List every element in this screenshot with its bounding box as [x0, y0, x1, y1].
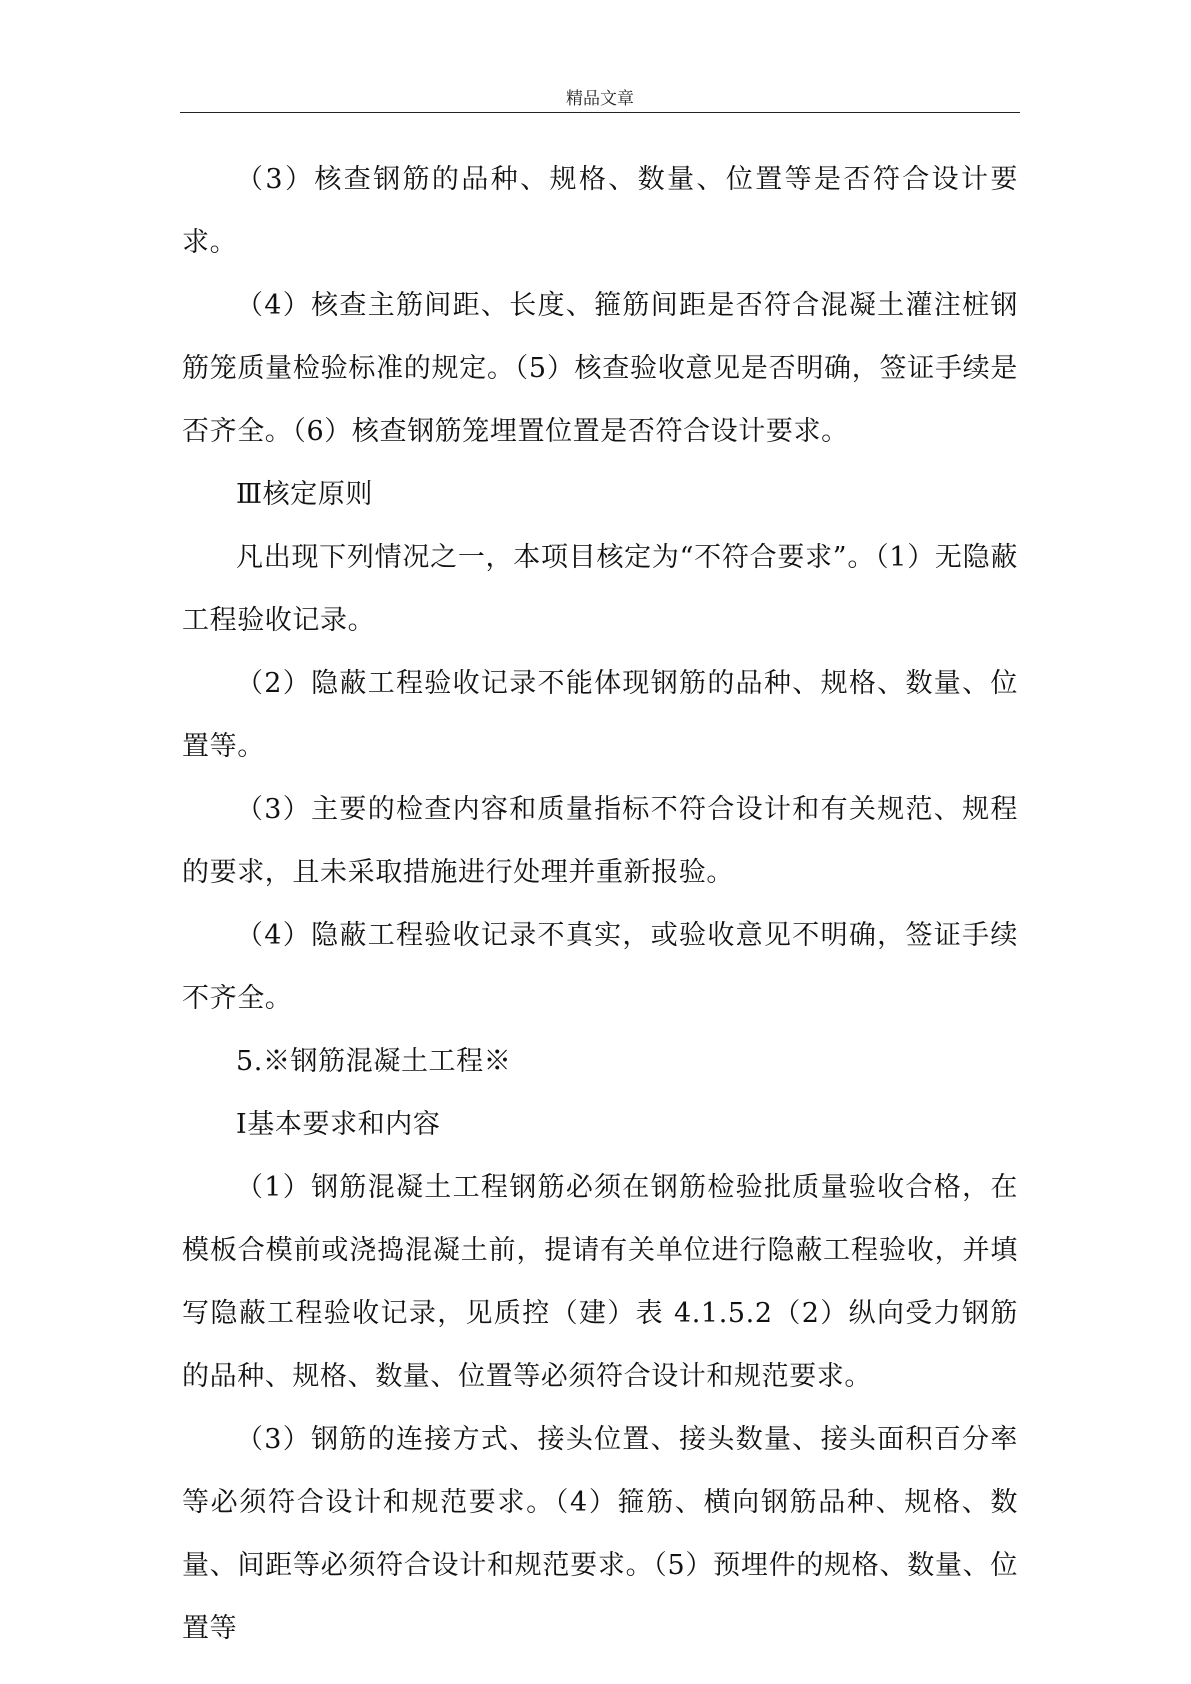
- section-heading-principles: Ⅲ核定原则: [236, 479, 374, 510]
- paragraph-noncompliance-3: （3）主要的检查内容和质量指标不符合设计和有关规范、规程的要求，且未采取措施进行处理并重新报验。: [182, 794, 1018, 888]
- document-body: [182, 148, 1018, 1660]
- paragraph-check-spacing: （4）核查主筋间距、长度、箍筋间距是否符合混凝土灌注桩钢筋笼质量检验标准的规定。（5）核查验收意见是否明确，签证手续是否齐全。（6）核查钢筋笼埋置位置是否符合设计要求。: [182, 290, 1018, 447]
- paragraph-noncompliance-2: （2）隐蔽工程验收记录不能体现钢筋的品种、规格、数量、位置等。: [182, 668, 1018, 762]
- section-heading-reinforced-concrete: 5.※钢筋混凝土工程※: [236, 1046, 512, 1077]
- paragraph-check-rebar-specs: （3）核查钢筋的品种、规格、数量、位置等是否符合设计要求。: [182, 164, 1018, 258]
- section-heading-basic-requirements: Ⅰ基本要求和内容: [236, 1109, 441, 1140]
- paragraph-noncompliance-intro: 凡出现下列情况之一，本项目核定为“不符合要求”。（1）无隐蔽工程验收记录。: [182, 542, 1018, 636]
- page-header-title: 精品文章: [566, 89, 634, 109]
- paragraph-noncompliance-4: （4）隐蔽工程验收记录不真实，或验收意见不明确，签证手续不齐全。: [182, 920, 1018, 1014]
- header-divider: [180, 112, 1020, 113]
- paragraph-requirement-1: （1）钢筋混凝土工程钢筋必须在钢筋检验批质量验收合格，在模板合模前或浇捣混凝土前，提请有关单位进行隐蔽工程验收，并填写隐蔽工程验收记录，见质控（建）表 4.1.5.2（2）纵向受力钢筋的品种、规格、数量、位置等必须符合设计和规范要求。: [182, 1172, 1018, 1392]
- paragraph-requirement-3: （3）钢筋的连接方式、接头位置、接头数量、接头面积百分率等必须符合设计和规范要求。（4）箍筋、横向钢筋品种、规格、数量、间距等必须符合设计和规范要求。（5）预埋件的规格、数量、位置等: [182, 1424, 1018, 1644]
